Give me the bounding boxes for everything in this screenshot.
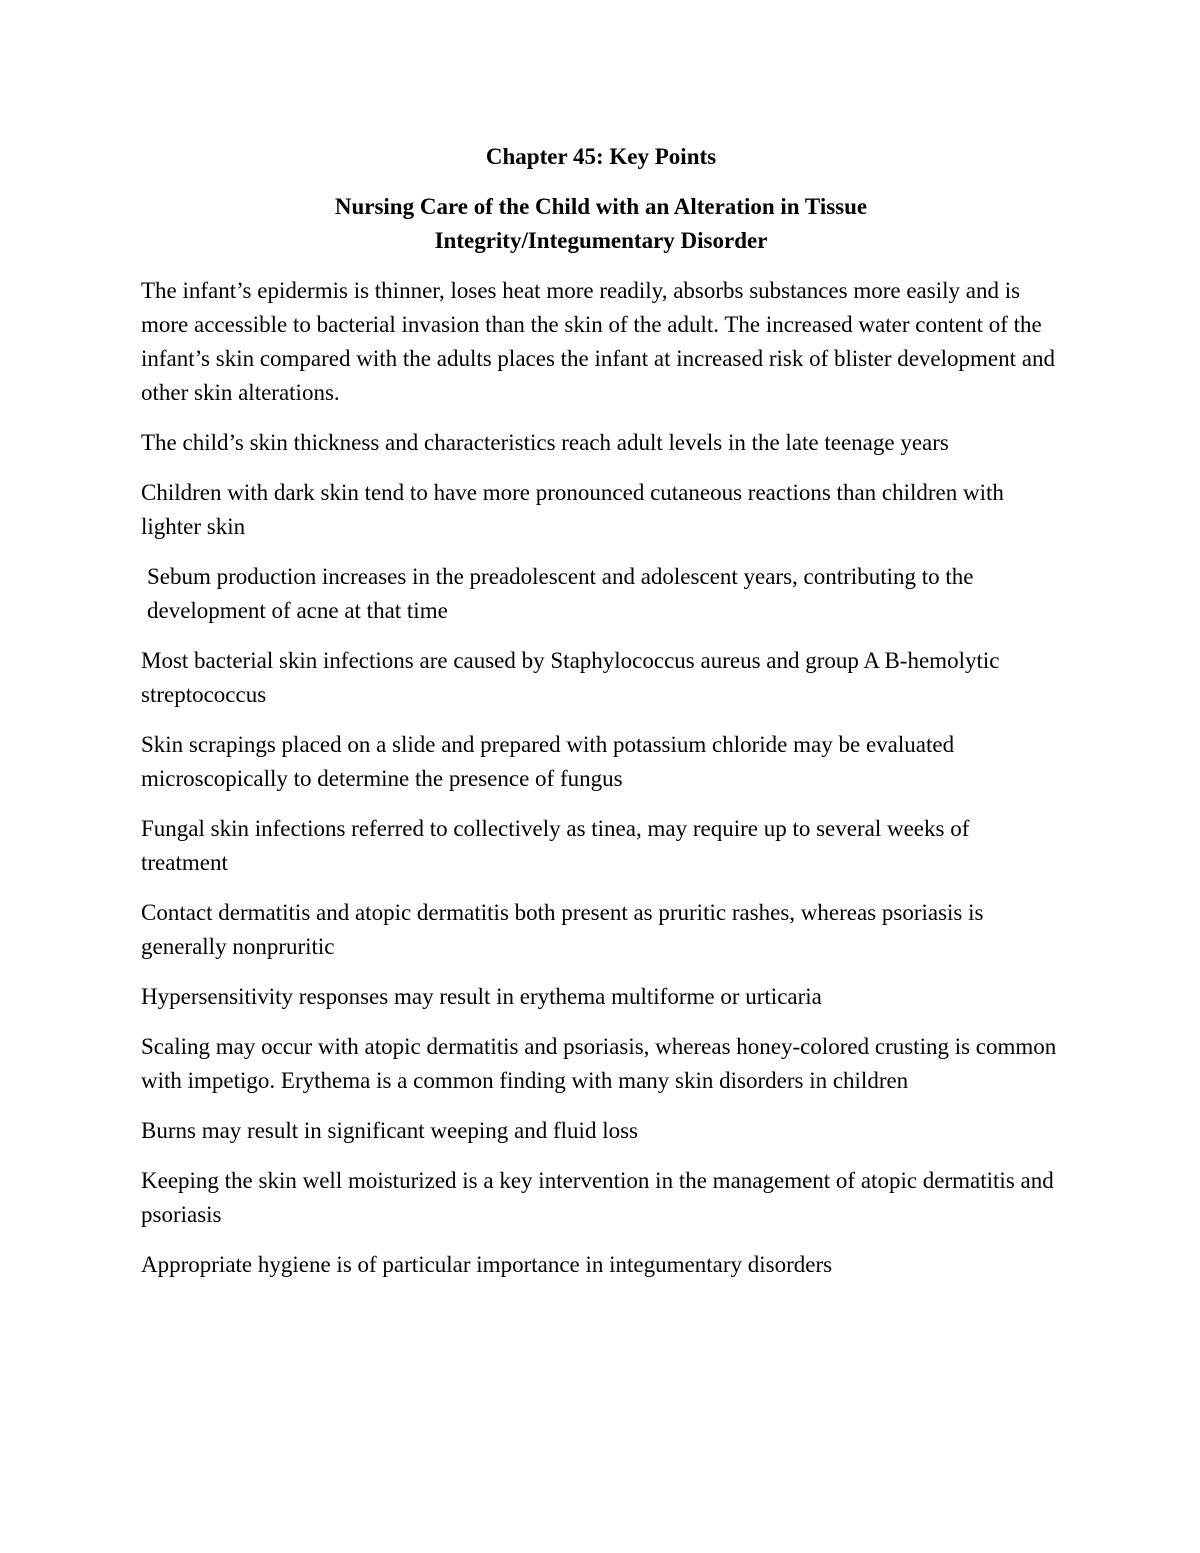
subtitle-line-1: Nursing Care of the Child with an Alteration in Tissue: [334, 194, 868, 219]
key-point-paragraph: The child’s skin thickness and characteristics reach adult levels in the late teenage years: [141, 430, 949, 455]
key-point-paragraph: Scaling may occur with atopic dermatitis and psoriasis, whereas honey-colored crusting is common with impetigo. Erythema is a common finding with many skin disorders in children: [141, 1034, 1057, 1093]
document-subtitle: [141, 190, 1061, 258]
key-point-paragraph: Most bacterial skin infections are caused by Staphylococcus aureus and group A B-hemolytic streptococcus: [141, 648, 1000, 707]
key-point-paragraph: Burns may result in significant weeping and fluid loss: [141, 1118, 638, 1143]
key-point-paragraph: The infant’s epidermis is thinner, loses heat more readily, absorbs substances more easily and is more accessible to bacterial invasion than the skin of the adult. The increased water content of the infant’s skin compared with the adults places the infant at increased risk of blister development and other skin alterations.: [141, 278, 1055, 405]
key-point-paragraph: Children with dark skin tend to have more pronounced cutaneous reactions than children with lighter skin: [141, 480, 1004, 539]
document-page: [141, 140, 1061, 1298]
key-point-paragraph: Hypersensitivity responses may result in erythema multiforme or urticaria: [141, 984, 822, 1009]
key-point-paragraph: Contact dermatitis and atopic dermatitis both present as pruritic rashes, whereas psoriasis is generally nonpruritic: [141, 900, 984, 959]
subtitle-line-2: Integrity/Integumentary Disorder: [434, 228, 768, 253]
chapter-title: Chapter 45: Key Points: [485, 144, 717, 169]
key-point-paragraph: Sebum production increases in the preadolescent and adolescent years, contributing to the development of acne at that time: [147, 564, 974, 623]
key-point-paragraph: Keeping the skin well moisturized is a key intervention in the management of atopic dermatitis and psoriasis: [141, 1168, 1054, 1227]
key-point-paragraph: Skin scrapings placed on a slide and prepared with potassium chloride may be evaluated microscopically to determine the presence of fungus: [141, 732, 955, 791]
key-point-paragraph: Fungal skin infections referred to collectively as tinea, may require up to several weeks of treatment: [141, 816, 970, 875]
key-point-paragraph: Appropriate hygiene is of particular importance in integumentary disorders: [141, 1252, 833, 1277]
